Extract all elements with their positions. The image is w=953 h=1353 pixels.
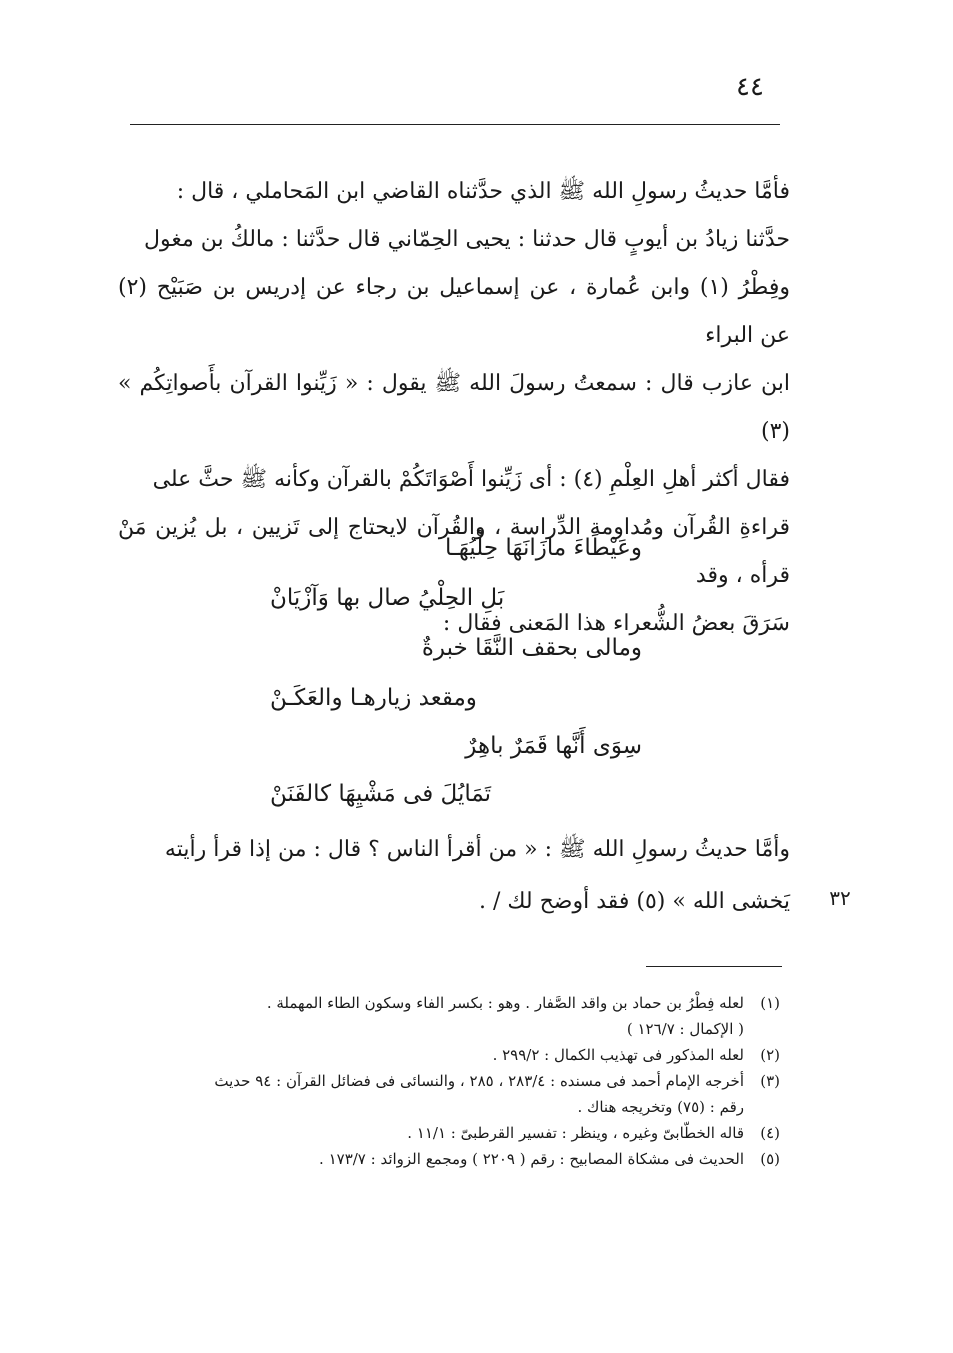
- footnote-rule: [646, 966, 782, 967]
- page-number: ٤٤: [736, 72, 764, 102]
- footnote-number: (٢): [760, 1046, 780, 1064]
- body-line: سَرَقَ بعضُ الشُّعراء هذا المَعنى فقال :: [442, 611, 790, 636]
- footnote: [118, 990, 780, 1016]
- footnote-number: (١): [760, 994, 780, 1012]
- footnote: [118, 1120, 780, 1146]
- body-line: فقال أكثر أهلِ العِلْمِ (٤) : أى زَيِّنوا أَصْوَاتَكُمْ بالقرآن وكأنه ﷺ حثَّ على: [152, 467, 790, 492]
- footnote: [118, 1042, 780, 1068]
- footnote: [118, 1146, 780, 1172]
- poem-line: سِوَى أَنَّها قَمَرٌ باهِرٌ: [465, 733, 642, 759]
- closing-line: وأمَّا حديثُ رسولِ الله ﷺ : « من أقرأ الناس ؟ قال : من إذا قرأ رأيته: [164, 837, 790, 862]
- footnote-text: أخرجه الإمام أحمد فى مسنده : ٢٨٣/٤ ، ٢٨٥ ، والنسائى فى فضائل القرآن : ٩٤ حديث: [214, 1072, 744, 1090]
- body-line: ابن عازب قال : سمعتُ رسولَ الله ﷺ يقول : « زَيِّنوا القرآن بأَصواتِكُم » (٣): [118, 371, 790, 444]
- footnote-text: لعله المذكور فى تهذيب الكمال : ٢٩٩/٢ .: [492, 1046, 744, 1064]
- closing-line: يَخشى الله » (٥) فقد أوضح لك / .: [478, 889, 790, 914]
- poem-line: بَلِ الحِلْيُ صال بها وَآزْيَانْ: [270, 585, 505, 611]
- footnote-continuation: رقم : (٧٥) وتخريجه هناك .: [577, 1098, 744, 1116]
- footnote-number: (٥): [760, 1150, 780, 1168]
- footnote-text: الحديث فى مشكاة المصابيح : رقم ( ٢٢٠٩ ) ومجمع الزوائد : ١٧٣/٧ .: [319, 1150, 744, 1168]
- footnote-number: (٤): [760, 1124, 780, 1142]
- margin-page-number: ٣٢: [829, 886, 851, 910]
- poem-line: ومالى بحقف النَّقَا خبرةٌ: [421, 635, 642, 661]
- main-paragraph: [118, 168, 790, 648]
- poem-line: تَمَايُلَ فى مَشْيِهَا كالفَنَنْ: [270, 781, 492, 807]
- body-line: فأمَّا حديثُ رسولِ الله ﷺ الذي حدَّثناه القاضي ابن المَحاملي ، قال :: [176, 179, 790, 204]
- footnote-text: قاله الخطّابىّ وغيره ، وينظر : تفسير القرطبىّ : ١١/١ .: [407, 1124, 744, 1142]
- footnote: [118, 1068, 780, 1094]
- footnotes: [118, 990, 780, 1172]
- poem-line: ومقعد زيارهـا والعَكَـنْ: [270, 685, 477, 711]
- body-line: قراءةِ القُرآن ومُداومة الدِّراسة ، والقُرآن لايحتاج إلى تَزيين ، بل يُزين مَنْ قرأه ، وقد: [118, 515, 790, 588]
- body-line: وفِطْرُ (١) وابن عُمارة ، عن إسماعيل بن رجاء عن إدريس بن صَبَيْح (٢) عن البراء: [118, 275, 790, 348]
- poem-line: وعَيْطَاءَ مازَانَهَا حِلْيُهَـا: [444, 535, 642, 561]
- footnote-text: لعله فِطْرُ بن حماد بن واقد الصَّفار . وهو : بكسر الفاء وسكون الطاء المهملة .: [266, 994, 744, 1012]
- body-line: حدَّثنا زيادُ بن أيوبٍ قال حدثنا : يحيى الحِمّاني قال حدَّثنا : مالكُ بن مغول: [144, 227, 790, 252]
- footnote-continuation: ( الإكمال : ١٢٦/٧ ): [626, 1020, 744, 1038]
- header-rule: [130, 124, 780, 125]
- closing-paragraph: [118, 824, 790, 928]
- footnote-number: (٣): [760, 1072, 780, 1090]
